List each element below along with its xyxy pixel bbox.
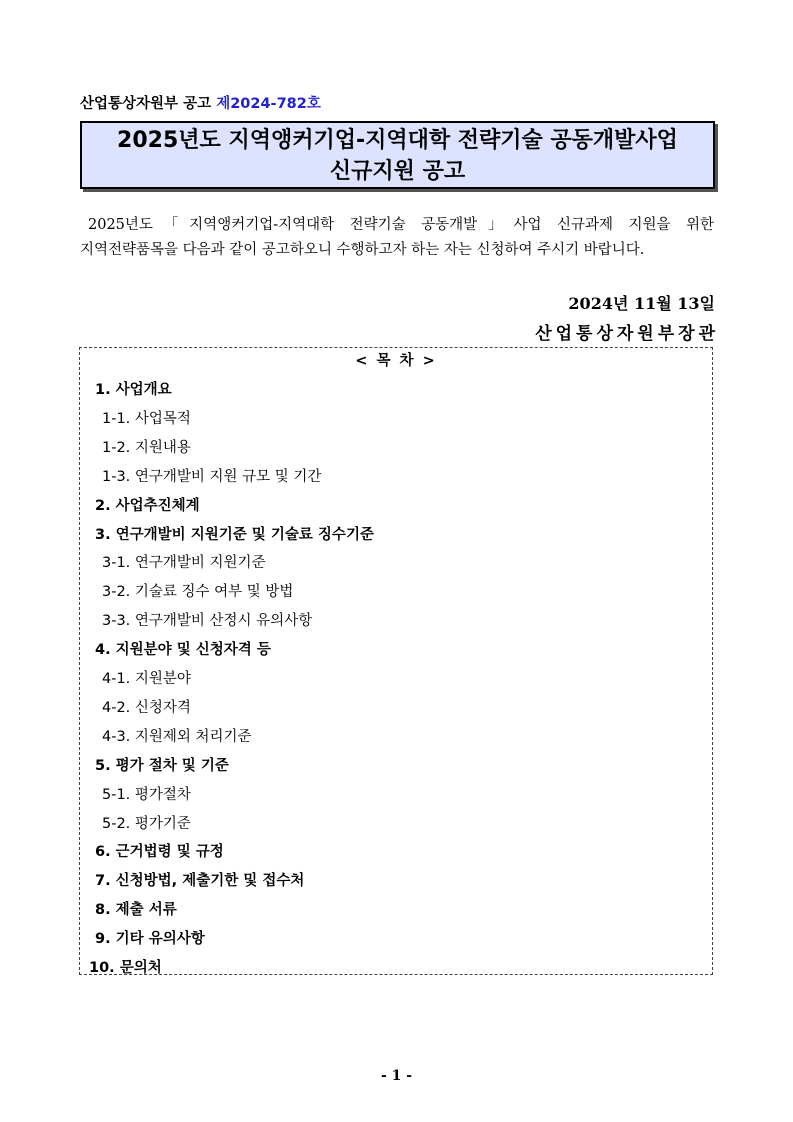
toc-section: 9. 기타 유의사항 <box>95 931 205 948</box>
toc-subsection: 4-1. 지원분야 <box>102 671 191 687</box>
intro-line-2: 지역전략품목을 다음과 같이 공고하오니 수행하고자 하는 자는 신청하여 주시기 바랍니다. <box>80 242 645 258</box>
toc-subsection: 5-1. 평가절차 <box>102 786 191 803</box>
toc-subsection: 3-3. 연구개발비 산정시 유의사항 <box>102 613 313 630</box>
title-line-2: 신규지원 공고 <box>329 159 466 184</box>
title-line-1: 2025년도 지역앵커기업-지역대학 전략기술 공동개발사업 <box>117 128 678 153</box>
toc-subsection: 3-1. 연구개발비 지원기준 <box>102 555 266 572</box>
page-number: - 1 - <box>380 1068 413 1084</box>
intro-line-1: 2025년도「지역앵커기업-지역대학 전략기술 공동개발」사업 신규과제 지원을 위한 <box>88 217 714 233</box>
table-of-contents <box>79 347 713 975</box>
toc-subsection: 4-3. 지원제외 처리기준 <box>102 728 252 745</box>
toc-subsection: 1-2. 지원내용 <box>102 439 191 456</box>
toc-title: < 목 차 > <box>355 353 437 369</box>
toc-section: 1. 사업개요 <box>95 382 172 398</box>
toc-section: 3. 연구개발비 지원기준 및 기술료 징수기준 <box>95 526 374 543</box>
issuer-name: 산업통상자원부장관 <box>535 324 719 344</box>
toc-section: 2. 사업추진체계 <box>95 497 200 514</box>
toc-section: 7. 신청방법, 제출기한 및 접수처 <box>95 873 305 890</box>
notice-header <box>80 92 321 113</box>
toc-subsection: 5-2. 평가기준 <box>102 815 191 832</box>
toc-section: 4. 지원분야 및 신청자격 등 <box>95 642 271 659</box>
title-box <box>80 121 715 189</box>
notice-number: 제2024-782호 <box>216 96 321 112</box>
toc-subsection: 1-3. 연구개발비 지원 규모 및 기간 <box>102 468 322 485</box>
toc-section: 10. 문의처 <box>89 960 162 976</box>
toc-section: 8. 제출 서류 <box>95 902 177 919</box>
toc-subsection: 1-1. 사업목적 <box>102 410 191 427</box>
announcement-date: 2024년 11월 13일 <box>568 294 715 313</box>
toc-section: 6. 근거법령 및 규정 <box>95 844 224 861</box>
toc-section: 5. 평가 절차 및 기준 <box>95 757 229 774</box>
notice-prefix: 산업통상자원부 공고 <box>80 96 212 112</box>
intro-paragraph <box>80 213 714 263</box>
toc-subsection: 3-2. 기술료 징수 여부 및 방법 <box>102 584 294 601</box>
toc-subsection: 4-2. 신청자격 <box>102 699 191 716</box>
